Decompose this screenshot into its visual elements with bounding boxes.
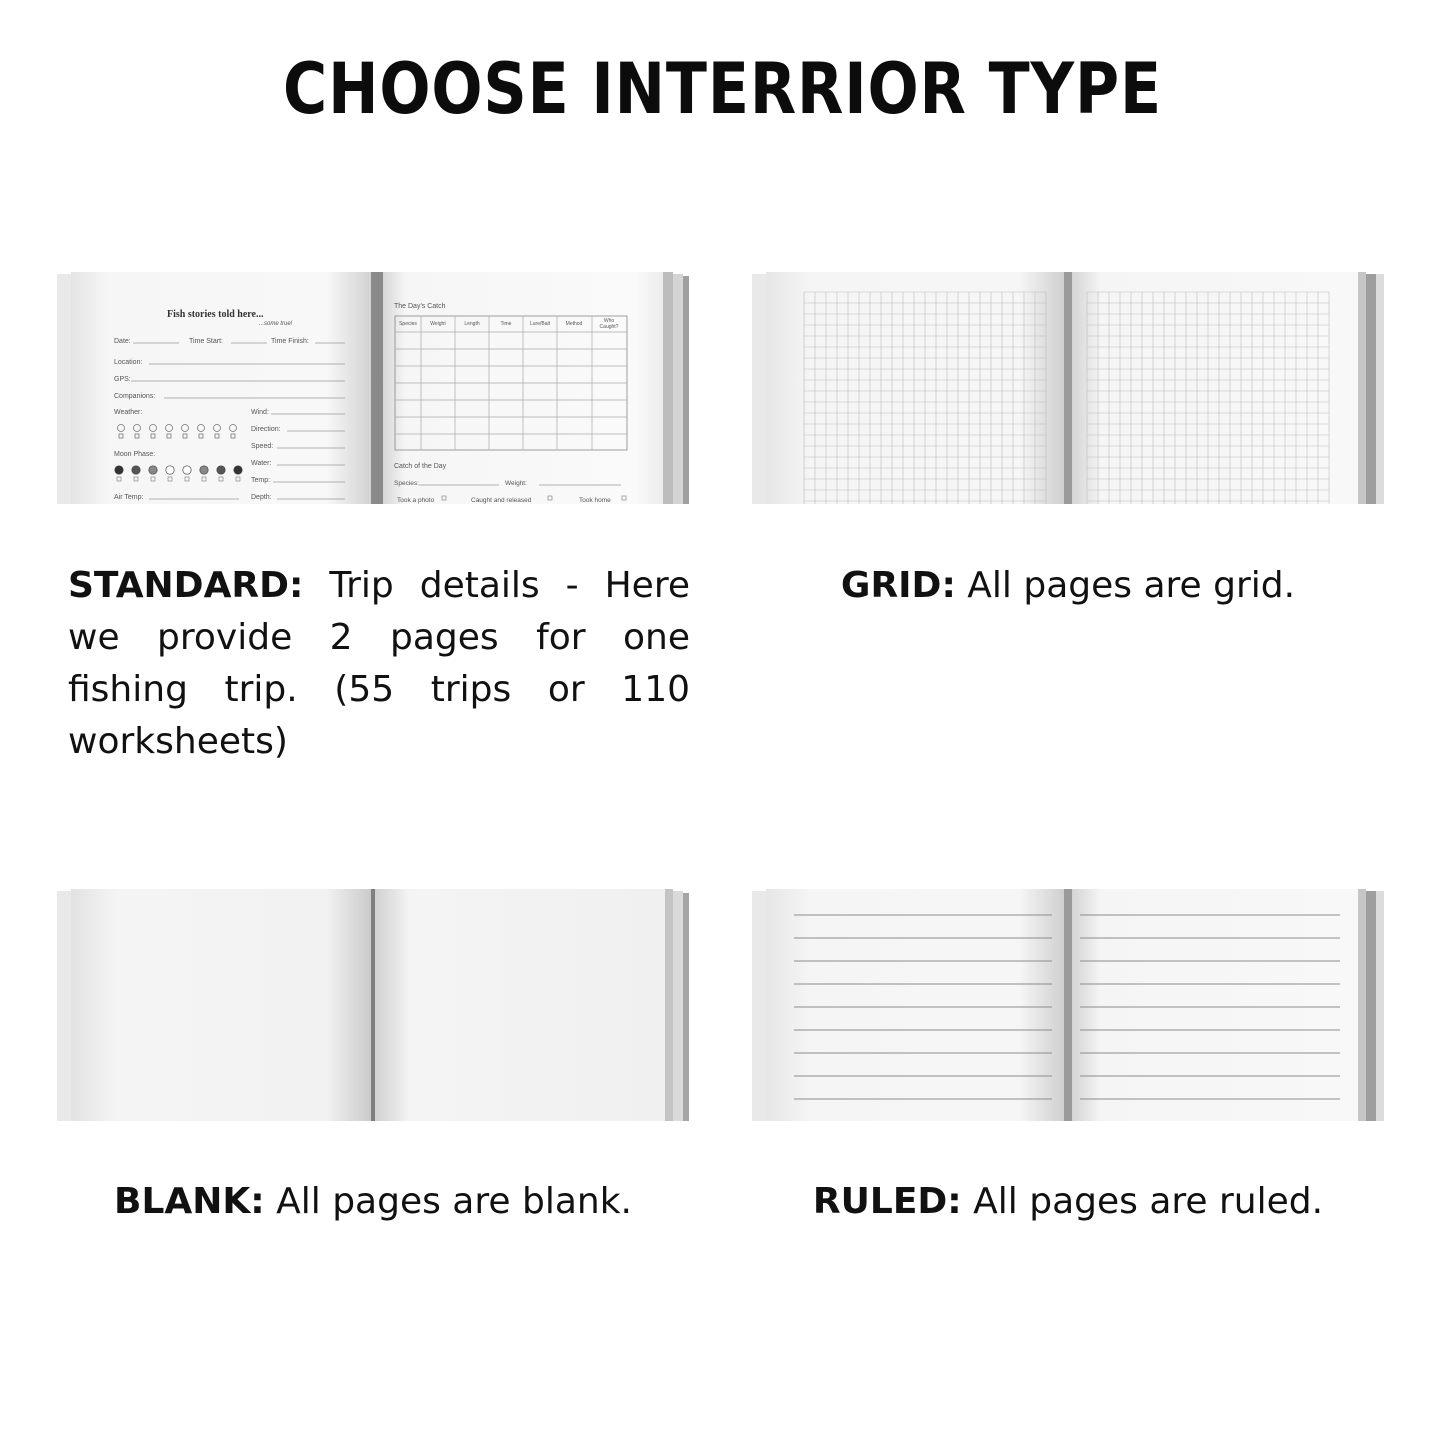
svg-text:Took home: Took home (579, 497, 611, 504)
svg-text:Catch of the Day: Catch of the Day (394, 463, 447, 470)
svg-text:Species: Species (399, 321, 417, 327)
standard-label: STANDARD: (68, 565, 304, 606)
grid-caption (744, 560, 1392, 612)
svg-text:Caught?: Caught? (599, 324, 619, 330)
ruled-caption (744, 1176, 1392, 1228)
svg-text:Time Start:: Time Start: (189, 338, 223, 345)
svg-text:Length: Length (464, 321, 480, 327)
page-title: CHOOSE INTERRIOR TYPE (283, 48, 1162, 130)
svg-text:Caught and released: Caught and released (471, 497, 532, 504)
standard-caption (68, 560, 690, 768)
svg-text:Depth:: Depth: (251, 494, 272, 501)
svg-text:Moon Phase:: Moon Phase: (114, 451, 156, 458)
blank-caption (49, 1176, 697, 1228)
svg-text:The Day's Catch: The Day's Catch (394, 303, 446, 310)
svg-text:Fish stories told here...: Fish stories told here... (167, 309, 264, 320)
svg-text:GPS:: GPS: (114, 376, 131, 383)
svg-text:Weather:: Weather: (114, 409, 143, 416)
svg-text:Location:: Location: (114, 359, 143, 366)
svg-text:Date:: Date: (114, 338, 131, 345)
svg-text:Air Temp:: Air Temp: (114, 494, 144, 501)
svg-text:Time: Time (500, 321, 512, 327)
svg-text:Who: Who (603, 318, 615, 324)
svg-text:...some true!: ...some true! (259, 321, 293, 327)
svg-text:Weight: Weight (430, 321, 446, 327)
svg-text:Weight:: Weight: (505, 480, 527, 487)
ruled-label: RULED: (812, 1181, 962, 1222)
ruled-interior-preview[interactable] (744, 887, 1392, 1121)
standard-interior-preview[interactable] (49, 270, 697, 504)
grid-description: All pages are grid. (967, 565, 1296, 606)
svg-text:Wind:: Wind: (251, 409, 269, 416)
blank-description: All pages are blank. (276, 1181, 632, 1222)
svg-text:Water:: Water: (251, 460, 272, 467)
svg-text:Companions:: Companions: (114, 393, 156, 400)
blank-interior-preview[interactable] (49, 887, 697, 1121)
standard-description: Trip details - Here we provide 2 pages for one fishing trip. (55 trips or 110 worksheets) (68, 565, 690, 762)
svg-text:Lure/Bait: Lure/Bait (529, 321, 551, 327)
svg-text:Took a photo: Took a photo (397, 497, 435, 504)
svg-text:Method: Method (565, 321, 583, 327)
svg-text:Species:: Species: (394, 480, 419, 487)
blank-label: BLANK: (114, 1181, 265, 1222)
svg-text:Direction:: Direction: (251, 426, 281, 433)
svg-text:Speed:: Speed: (251, 443, 274, 450)
grid-label: GRID: (840, 565, 956, 606)
svg-text:Time Finish:: Time Finish: (271, 338, 309, 345)
grid-interior-preview[interactable] (744, 270, 1392, 504)
svg-text:Temp:: Temp: (251, 477, 271, 484)
ruled-description: All pages are ruled. (973, 1181, 1324, 1222)
